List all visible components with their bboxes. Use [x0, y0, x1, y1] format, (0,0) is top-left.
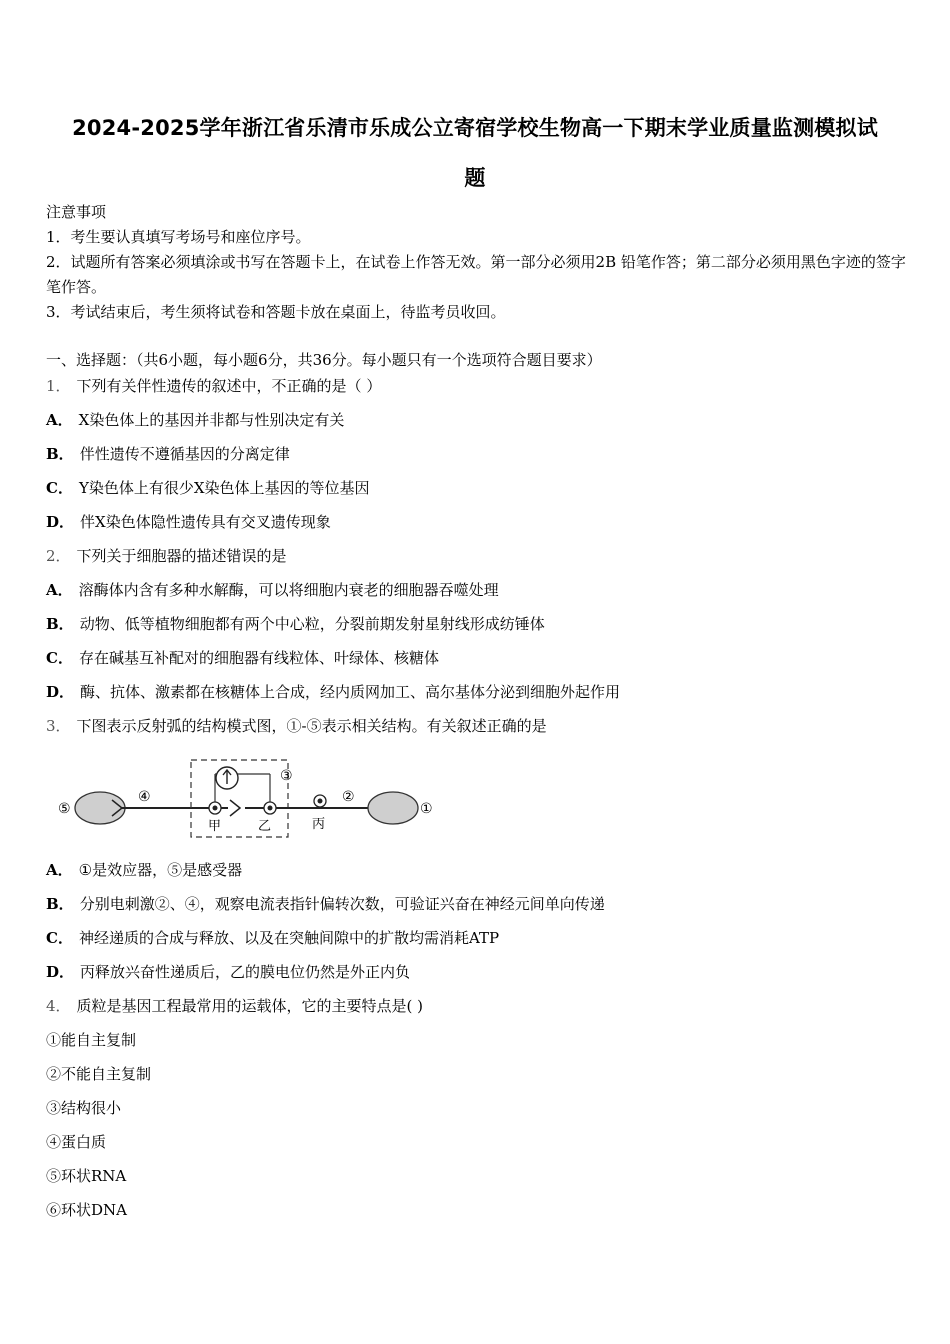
option-text: 分别电刺激②、④，观察电流表指针偏转次数，可验证兴奋在神经元间单向传递: [79, 895, 605, 913]
option-text: Y染色体上有很少X染色体上基因的等位基因: [78, 479, 370, 497]
option-text: 伴性遗传不遵循基因的分离定律: [79, 445, 290, 463]
option-label: C．: [46, 649, 73, 667]
question-number: 1．: [46, 377, 71, 395]
reflex-arc-diagram: [50, 756, 450, 846]
question-3-option-d: [46, 962, 410, 982]
question-1-option-c: [46, 478, 370, 498]
question-1-stem: [46, 376, 381, 396]
option-text: 神经递质的合成与释放、以及在突触间隙中的扩散均需消耗ATP: [78, 929, 500, 947]
question-4-item-1: ①能自主复制: [46, 1031, 137, 1049]
option-text: 溶酶体内含有多种水解酶，可以将细胞内衰老的细胞器吞噬处理: [78, 581, 499, 599]
notice-item-2: 2．试题所有答案必须填涂或书写在答题卡上，在试卷上作答无效。第一部分必须用2B 铅笔作答；第二部分必须用黑色字迹的签字笔作答。: [46, 253, 906, 296]
question-2-stem: [46, 546, 287, 566]
effector-ellipse: [75, 792, 125, 824]
question-text: 下列关于细胞器的描述错误的是: [76, 547, 287, 565]
question-text: 下列有关伴性遗传的叙述中，不正确的是（ ）: [76, 377, 382, 395]
exam-title-line-1: 2024-2025学年浙江省乐清市乐成公立寄宿学校生物高一下期末学业质量监测模拟试: [72, 116, 878, 140]
option-label: A．: [46, 581, 73, 599]
question-3-option-b: [46, 894, 605, 914]
option-text: 存在碱基互补配对的细胞器有线粒体、叶绿体、核糖体: [78, 649, 439, 667]
synapse-ending: [230, 800, 240, 816]
option-label: B．: [46, 445, 74, 463]
dashed-region: [191, 760, 288, 837]
option-label: A．: [46, 861, 73, 879]
question-1-option-b: [46, 444, 290, 464]
notice-item-3: 3．考试结束后，考生须将试卷和答题卡放在桌面上，待监考员收回。: [46, 303, 506, 321]
option-text: X染色体上的基因并非都与性别决定有关: [78, 411, 345, 429]
diagram-label-4: ④: [138, 789, 151, 805]
notice-heading: 注意事项: [46, 203, 107, 221]
question-3-option-a: [46, 860, 242, 880]
option-label: D．: [46, 963, 75, 981]
question-number: 3．: [46, 717, 71, 735]
question-4-item-4: ④蛋白质: [46, 1133, 107, 1151]
option-text: 酶、抗体、激素都在核糖体上合成，经内质网加工、高尔基体分泌到细胞外起作用: [80, 683, 621, 701]
option-label: B．: [46, 615, 74, 633]
option-label: C．: [46, 479, 73, 497]
question-4-item-6: ⑥环状DNA: [46, 1201, 127, 1219]
question-4-stem: [46, 996, 423, 1016]
option-text: 伴X染色体隐性遗传具有交叉遗传现象: [80, 513, 331, 531]
diagram-label-2: ②: [342, 789, 355, 805]
diagram-label-jia: 甲: [208, 819, 222, 834]
question-3-option-c: [46, 928, 499, 948]
option-text: 丙释放兴奋性递质后，乙的膜电位仍然是外正内负: [80, 963, 411, 981]
notice-block: [46, 200, 908, 325]
diagram-label-5: ⑤: [58, 801, 71, 817]
diagram-label-1: ①: [420, 801, 433, 817]
section-heading: 一、选择题：（共6小题，每小题6分，共36分。每小题只有一个选项符合题目要求）: [46, 351, 602, 369]
electrode-jia-dot: [213, 806, 218, 811]
neuron-body-bing-dot: [318, 799, 323, 804]
question-2-option-b: [46, 614, 545, 634]
exam-title-line-2: 题: [464, 166, 486, 190]
question-2-option-d: [46, 682, 620, 702]
question-4-item-2: ②不能自主复制: [46, 1065, 152, 1083]
receptor-ellipse: [368, 792, 418, 824]
option-text: 动物、低等植物细胞都有两个中心粒，分裂前期发射星射线形成纺锤体: [79, 615, 545, 633]
question-number: 2．: [46, 547, 71, 565]
question-4-item-3: ③结构很小: [46, 1099, 122, 1117]
question-1-option-a: [46, 410, 344, 430]
option-label: B．: [46, 895, 74, 913]
question-2-option-a: [46, 580, 499, 600]
question-number: 4．: [46, 997, 71, 1015]
option-label: D．: [46, 683, 75, 701]
diagram-label-bing: 丙: [312, 817, 326, 832]
option-label: A．: [46, 411, 73, 429]
question-text: 下图表示反射弧的结构模式图，①-⑤表示相关结构。有关叙述正确的是: [76, 717, 547, 735]
question-3-stem: [46, 716, 547, 736]
option-label: D．: [46, 513, 75, 531]
question-4-item-5: ⑤环状RNA: [46, 1167, 127, 1185]
question-2-option-c: [46, 648, 439, 668]
option-text: ①是效应器，⑤是感受器: [78, 861, 243, 879]
diagram-label-yi: 乙: [258, 819, 272, 834]
diagram-label-3: ③: [280, 768, 293, 784]
electrode-yi-dot: [268, 806, 273, 811]
question-text: 质粒是基因工程最常用的运载体，它的主要特点是( ): [76, 997, 424, 1015]
notice-item-1: 1．考生要认真填写考场号和座位序号。: [46, 228, 311, 246]
option-label: C．: [46, 929, 73, 947]
question-1-option-d: [46, 512, 331, 532]
